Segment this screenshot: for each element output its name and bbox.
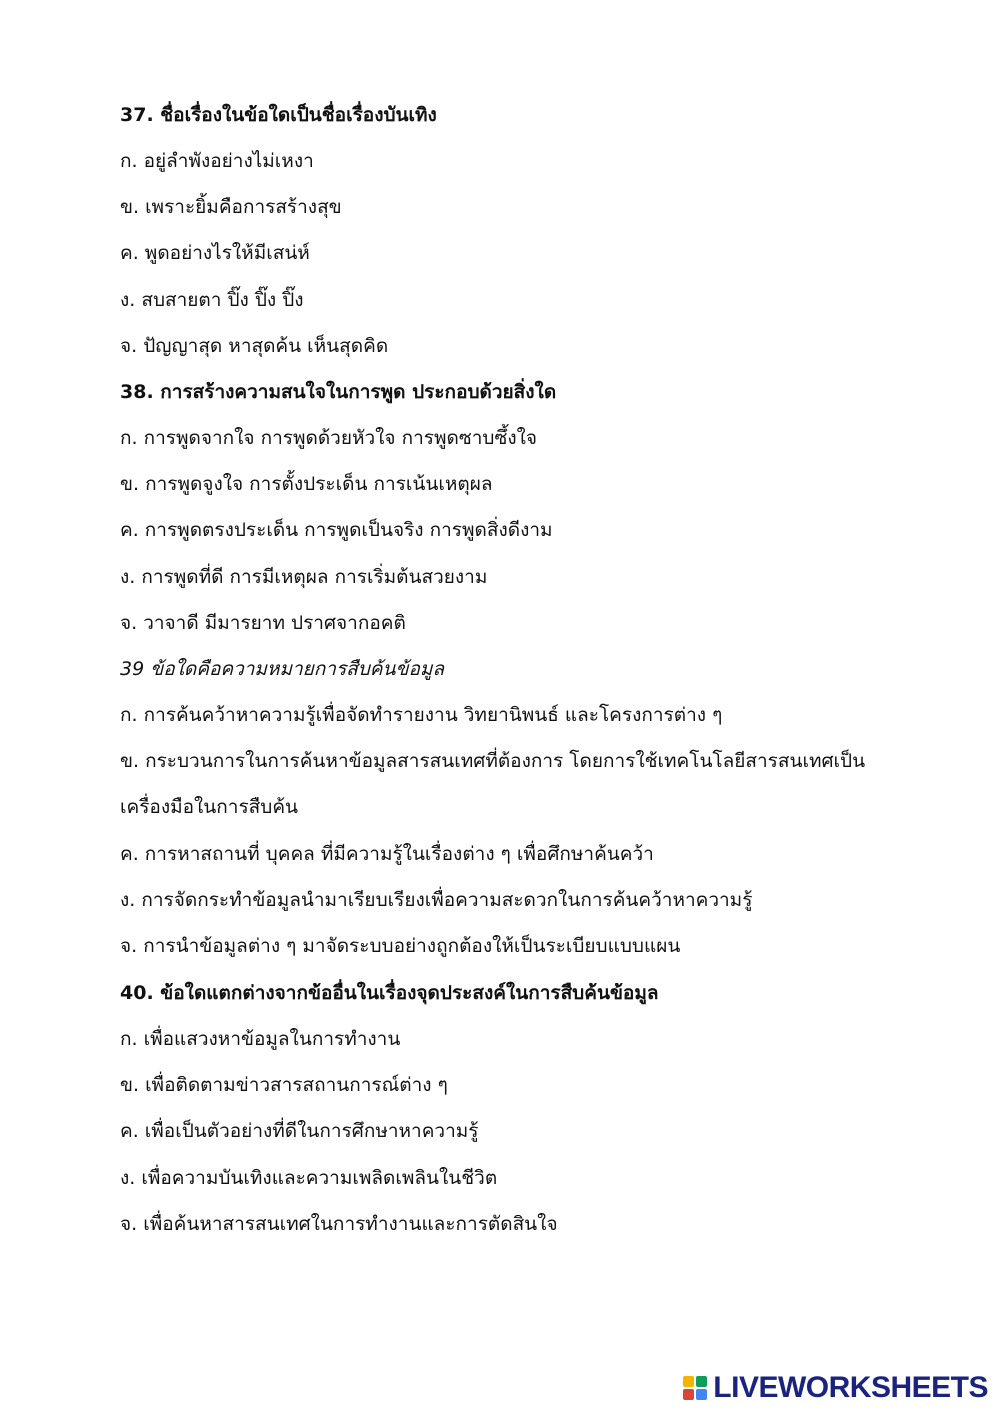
option-ngo: ง. สบสายตา ปิ๊ง ปิ๊ง ปิ๊ง [120,288,304,311]
option-ngo: ง. เพื่อความบันเทิงและความเพลิดเพลินในชีวิต [120,1166,498,1189]
logo-square [683,1389,694,1400]
question-title: 38. การสร้างความสนใจในการพูด ประกอบด้วยสิ่งใด [120,381,557,403]
option-cho: จ. เพื่อค้นหาสารสนเทศในการทำงานและการตัดสินใจ [120,1212,558,1235]
option-cho: จ. ปัญญาสุด หาสุดค้น เห็นสุดคิด [120,334,389,357]
option-ko: ก. เพื่อแสวงหาข้อมูลในการทำงาน [120,1028,401,1050]
question-37 [120,92,920,369]
option-ngo: ง. การพูดที่ดี การมีเหตุผล การเริ่มต้นสวยงาม [120,565,488,588]
option-ko: ก. การพูดจากใจ การพูดด้วยหัวใจ การพูดซาบซึ้งใจ [120,427,538,449]
option-kho: ข. กระบวนการในการค้นหาข้อมูลสารสนเทศที่ต้องการ โดยการใช้เทคโนโลยีสารสนเทศเป็นเครื่องมือในการสืบค้น [120,750,866,819]
question-38 [120,369,920,646]
question-title: 40. ข้อใดแตกต่างจากข้ออื่นในเรื่องจุดประสงค์ในการสืบค้นข้อมูล [120,982,659,1004]
option-cho: จ. การนำข้อมูลต่าง ๆ มาจัดระบบอย่างถูกต้องให้เป็นระเบียบแบบแผน [120,935,681,958]
option-kho: ข. การพูดจูงใจ การตั้งประเด็น การเน้นเหตุผล [120,473,493,496]
option-kho: ข. เพราะยิ้มคือการสร้างสุข [120,196,342,219]
option-kho-khwai: ค. พูดอย่างไรให้มีเสน่ห์ [120,242,310,265]
option-kho-khwai: ค. เพื่อเป็นตัวอย่างที่ดีในการศึกษาหาความรู้ [120,1120,479,1143]
logo-square [683,1376,694,1387]
option-ko: ก. อยู่ลำพังอย่างไม่เหงา [120,150,314,172]
question-40 [120,970,920,1247]
liveworksheets-brand [683,1370,988,1406]
option-kho-khwai: ค. การพูดตรงประเด็น การพูดเป็นจริง การพูดสิ่งดีงาม [120,519,553,542]
question-title: 37. ชื่อเรื่องในข้อใดเป็นชื่อเรื่องบันเทิง [120,104,437,126]
liveworksheets-logo-icon [683,1376,707,1400]
question-39 [120,646,920,969]
option-ngo: ง. การจัดกระทำข้อมูลนำมาเรียบเรียงเพื่อความสะดวกในการค้นคว้าหาความรู้ [120,888,753,911]
option-kho-khwai: ค. การหาสถานที่ บุคคล ที่มีความรู้ในเรื่องต่าง ๆ เพื่อศึกษาค้นคว้า [120,842,654,865]
brand-name: LIVEWORKSHEETS [713,1371,988,1404]
option-cho: จ. วาจาดี มีมารยาท ปราศจากอคติ [120,611,406,634]
question-title: 39 ข้อใดคือความหมายการสืบค้นข้อมูล [120,658,445,680]
logo-square [696,1376,707,1387]
option-ko: ก. การค้นคว้าหาความรู้เพื่อจัดทำรายงาน วิทยานิพนธ์ และโครงการต่าง ๆ [120,704,723,726]
logo-square [696,1389,707,1400]
option-kho: ข. เพื่อติดตามข่าวสารสถานการณ์ต่าง ๆ [120,1074,448,1097]
